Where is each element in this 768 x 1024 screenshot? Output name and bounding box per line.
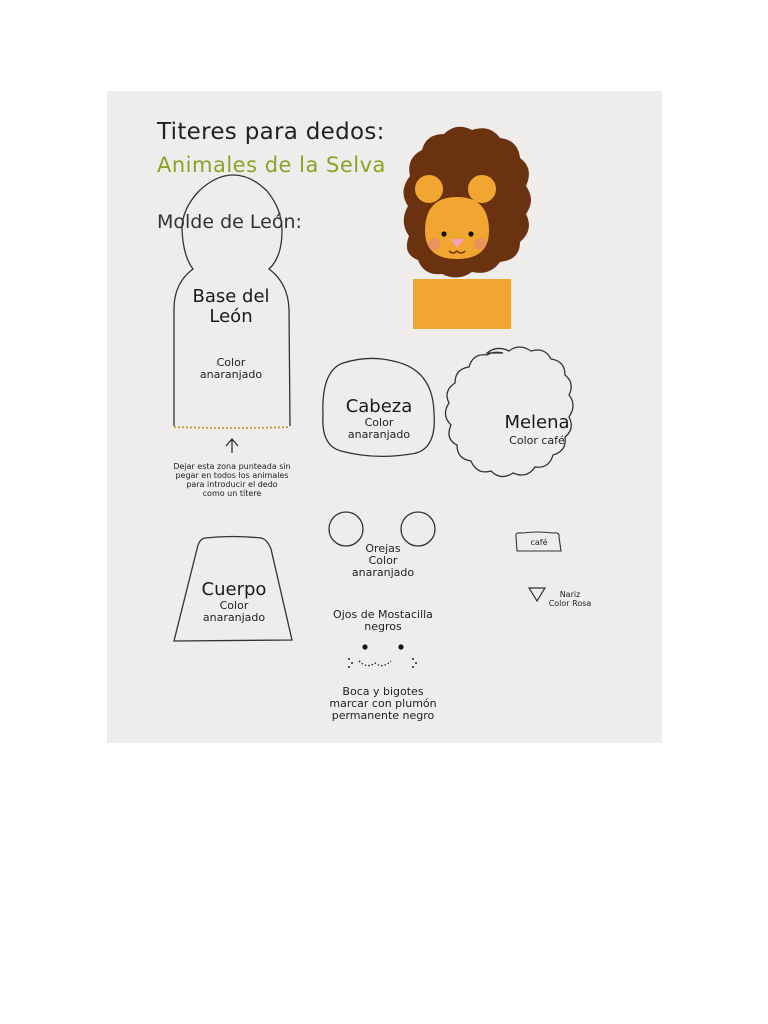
ojos-line1: Ojos de Mostacilla bbox=[333, 608, 433, 621]
orejas-line1: Orejas bbox=[365, 542, 401, 555]
base-dotted-edge bbox=[174, 427, 290, 428]
boca-label bbox=[323, 686, 443, 722]
cuerpo-color-line2: anaranjado bbox=[202, 611, 266, 624]
orejas-line3: anaranjado bbox=[351, 566, 415, 579]
cafe-label: café bbox=[530, 538, 548, 547]
lion-cheek-left bbox=[428, 238, 440, 250]
note-line2: pegar en todos los animales bbox=[175, 471, 289, 480]
note-line1: Dejar esta zona punteada sin bbox=[173, 462, 291, 471]
cuerpo-color-line1: Color bbox=[219, 599, 249, 612]
boca-line3: permanente negro bbox=[331, 709, 435, 722]
lion-body bbox=[413, 279, 511, 329]
base-color-line2: anaranjado bbox=[199, 368, 263, 381]
lion-illustration bbox=[403, 127, 531, 329]
base-name bbox=[177, 287, 285, 327]
molde-heading: Molde de León: bbox=[157, 211, 302, 233]
pattern-sheet bbox=[107, 91, 662, 743]
base-color bbox=[177, 357, 285, 381]
bigote-dot bbox=[348, 666, 350, 668]
lion-ear-left bbox=[413, 173, 445, 205]
nariz-label bbox=[545, 590, 595, 608]
base-color-line1: Color bbox=[216, 356, 246, 369]
cabeza-color-line1: Color bbox=[364, 416, 394, 429]
boca-line2: marcar con plumón bbox=[329, 697, 437, 710]
instruction-note bbox=[162, 462, 302, 498]
melena-name: Melena bbox=[504, 412, 570, 433]
orejas-label bbox=[333, 543, 433, 579]
ojos-line2: negros bbox=[364, 620, 402, 633]
nariz-outline bbox=[529, 588, 545, 601]
bigote-dot bbox=[412, 666, 414, 668]
oreja-left-outline bbox=[329, 512, 363, 546]
boca-line1: Boca y bigotes bbox=[342, 685, 424, 698]
nariz-line1: Nariz bbox=[559, 590, 581, 599]
melena-color: Color café bbox=[509, 434, 565, 447]
note-line4: como un títere bbox=[202, 489, 262, 498]
ojo-left bbox=[362, 644, 367, 649]
cabeza-color-line2: anaranjado bbox=[347, 428, 411, 441]
cabeza-color bbox=[329, 417, 429, 441]
cuerpo-color bbox=[182, 600, 286, 624]
ojos-label bbox=[323, 609, 443, 633]
lion-eye-right bbox=[468, 231, 473, 236]
bigote-dot bbox=[348, 658, 350, 660]
boca-dotted bbox=[359, 661, 391, 666]
lion-cheek-right bbox=[474, 238, 486, 250]
lion-eye-left bbox=[441, 231, 446, 236]
oreja-right-outline bbox=[401, 512, 435, 546]
page-title: Titeres para dedos: bbox=[157, 119, 385, 145]
bigote-dot bbox=[351, 662, 353, 664]
bigote-dot bbox=[412, 658, 414, 660]
orejas-line2: Color bbox=[368, 554, 398, 567]
nariz-line2: Color Rosa bbox=[548, 599, 592, 608]
cuerpo-name: Cuerpo bbox=[201, 579, 267, 600]
base-name-line2: León bbox=[209, 306, 253, 327]
bigote-dot bbox=[415, 662, 417, 664]
arrow-up-icon bbox=[226, 439, 238, 453]
ojo-right bbox=[398, 644, 403, 649]
page-subtitle: Animales de la Selva bbox=[157, 153, 386, 177]
note-line3: para introducir el dedo bbox=[186, 480, 278, 489]
base-name-line1: Base del bbox=[192, 286, 270, 307]
cabeza-name: Cabeza bbox=[345, 396, 413, 417]
